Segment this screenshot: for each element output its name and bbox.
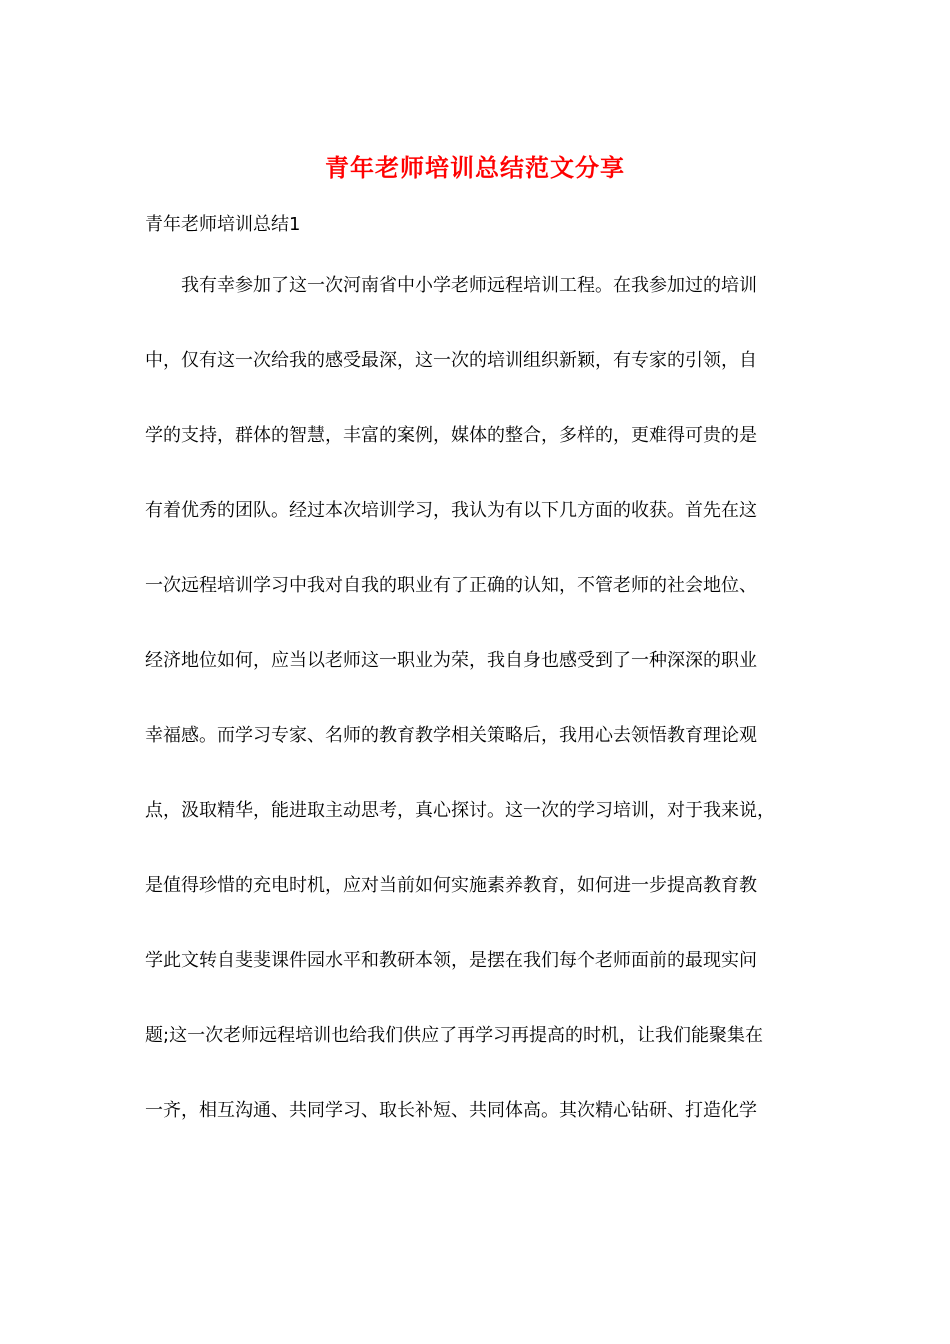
text-line: 一次远程培训学习中我对自我的职业有了正确的认知，不管老师的社会地位、 bbox=[145, 575, 757, 596]
text-line: 一齐，相互沟通、共同学习、取长补短、共同体高。其次精心钻研、打造化学 bbox=[145, 1100, 757, 1121]
text-line: 经济地位如何，应当以老师这一职业为荣，我自身也感受到了一种深深的职业 bbox=[145, 650, 757, 671]
document-title: 青年老师培训总结范文分享 bbox=[325, 153, 625, 182]
text-line: 学此文转自斐斐课件园水平和教研本领，是摆在我们每个老师面前的最现实问 bbox=[145, 950, 757, 971]
text-line: 有着优秀的团队。经过本次培训学习，我认为有以下几方面的收获。首先在这 bbox=[145, 500, 757, 521]
text-line: 点，汲取精华，能进取主动思考，真心探讨。这一次的学习培训，对于我来说， bbox=[145, 800, 775, 821]
section-heading: 青年老师培训总结1 bbox=[145, 214, 301, 235]
text-line: 学的支持，群体的智慧，丰富的案例，媒体的整合，多样的，更难得可贵的是 bbox=[145, 425, 757, 446]
text-line: 题;这一次老师远程培训也给我们供应了再学习再提高的时机，让我们能聚集在 bbox=[145, 1025, 764, 1046]
text-line: 是值得珍惜的充电时机，应对当前如何实施素养教育，如何进一步提高教育教 bbox=[145, 875, 757, 896]
text-line: 幸福感。而学习专家、名师的教育教学相关策略后，我用心去领悟教育理论观 bbox=[145, 725, 757, 746]
text-line: 中，仅有这一次给我的感受最深，这一次的培训组织新颖，有专家的引领，自 bbox=[145, 350, 757, 371]
text-line: 我有幸参加了这一次河南省中小学老师远程培训工程。在我参加过的培训 bbox=[181, 275, 757, 296]
body-paragraph bbox=[145, 268, 805, 1168]
